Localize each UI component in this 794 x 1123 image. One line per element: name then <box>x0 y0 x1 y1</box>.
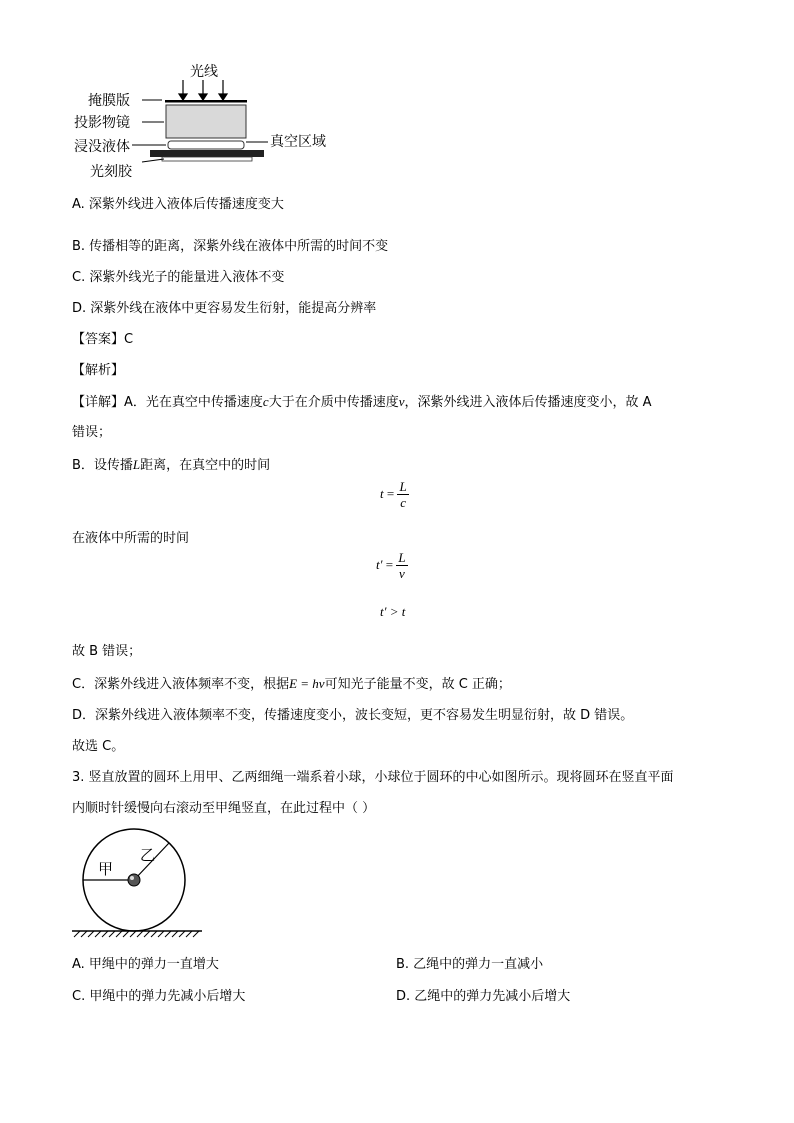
q3-stem-2: 内顺时针缓慢向右滚动至甲绳竖直，在此过程中（ ） <box>72 801 376 816</box>
detail-d-line: D．深紫外线进入液体频率不变，传播速度变小，波长变短，更不容易发生明显衍射，故 D 错误。 <box>72 708 634 723</box>
b-wrong: 故 B 错误； <box>72 644 142 659</box>
detail-b-line: B．设传播L距离，在真空中的时间 <box>72 457 271 473</box>
mask-plate <box>165 100 247 103</box>
lithography-diagram <box>70 58 360 183</box>
choose-line: 故选 C。 <box>72 739 125 754</box>
liquid-label: 浸没液体 <box>74 139 130 155</box>
resist-layer <box>150 150 264 157</box>
light-arrows <box>179 80 227 100</box>
q3-option-b: B. 乙绳中的弹力一直减小 <box>396 957 544 972</box>
ring-diagram <box>70 828 210 938</box>
answer-label: 【答案】 <box>72 332 125 347</box>
ground-hatching <box>74 931 199 937</box>
q2-option-c: C. 深紫外线光子的能量进入液体不变 <box>72 270 285 285</box>
analysis-label: 【解析】 <box>72 363 125 378</box>
mask-label: 掩膜版 <box>88 93 130 109</box>
answer-value: C <box>124 332 134 347</box>
projection-lens <box>166 105 246 138</box>
yi-label: 乙 <box>140 846 156 864</box>
resist-label: 光刻胶 <box>90 164 132 180</box>
wafer <box>162 157 252 161</box>
equation-vacuum-time: t = $\frac{L}{c}$ <box>380 479 407 510</box>
detail-c-line: C．深紫外线进入液体频率不变，根据E = hν可知光子能量不变，故 C 正确； <box>72 676 511 692</box>
light-label: 光线 <box>190 64 218 80</box>
q3-option-a: A. 甲绳中的弹力一直增大 <box>72 957 219 972</box>
q3-option-d: D. 乙绳中的弹力先减小后增大 <box>396 989 571 1004</box>
immersion-liquid <box>168 141 244 149</box>
q2-option-d: D. 深紫外线在液体中更容易发生衍射，能提高分辨率 <box>72 301 377 316</box>
q2-option-a: A. 深紫外线进入液体后传播速度变大 <box>72 197 284 212</box>
equation-liquid-time: t′ = $\frac{L}{v}$ <box>376 550 406 581</box>
q2-option-b: B. 传播相等的距离，深紫外线在液体中所需的时间不变 <box>72 239 389 254</box>
ball <box>128 874 140 886</box>
answer-line <box>72 328 133 347</box>
equation-compare: t′ > t <box>380 604 406 619</box>
q3-stem-1: 3. 竖直放置的圆环上用甲、乙两细绳一端系着小球，小球位于圆环的中心如图所示。现将圆环在竖直平面 <box>72 770 674 785</box>
jia-label: 甲 <box>98 860 114 878</box>
lens-label: 投影物镜 <box>74 115 130 131</box>
detail-a-cont: 错误； <box>72 425 112 440</box>
vacuum-label: 真空区域 <box>270 134 326 150</box>
liquid-time-label: 在液体中所需的时间 <box>72 531 190 546</box>
q3-option-c: C. 甲绳中的弹力先减小后增大 <box>72 989 246 1004</box>
detail-a-line: 【详解】A．光在真空中传播速度c大于在介质中传播速度v，深紫外线进入液体后传播速度变小，故 A <box>72 394 652 410</box>
